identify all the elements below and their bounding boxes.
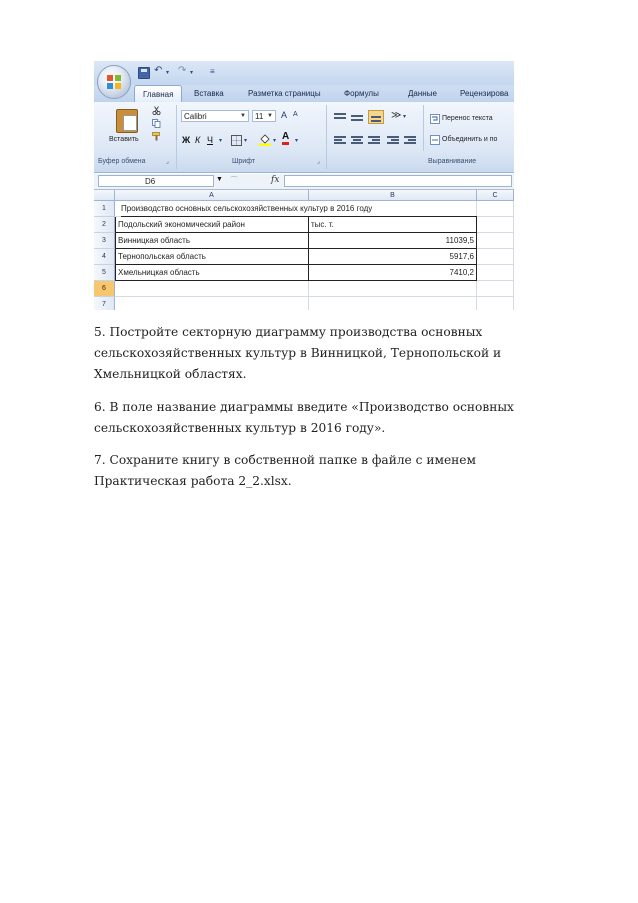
- cut-icon[interactable]: [152, 106, 161, 115]
- chevron-down-icon[interactable]: ▾: [295, 138, 299, 144]
- cell-b6[interactable]: [309, 281, 477, 297]
- font-size-value: 11: [255, 112, 264, 121]
- font-color-icon[interactable]: A: [282, 132, 289, 145]
- formula-bar: [94, 174, 514, 190]
- paste-button-label[interactable]: Вставить: [109, 136, 139, 143]
- office-logo-icon: [106, 74, 122, 90]
- decrease-indent-icon[interactable]: [387, 136, 399, 146]
- step-6-line-2: сельскохозяйственных культур в 2016 году».: [94, 421, 386, 435]
- customize-toolbar-icon[interactable]: ≡: [210, 67, 215, 76]
- align-center-icon[interactable]: [351, 136, 363, 146]
- cell-c5[interactable]: [477, 265, 514, 281]
- step-7-line-1: 7. Сохраните книгу в собственной папке в файле с именем: [94, 453, 476, 467]
- increase-indent-icon[interactable]: [404, 136, 416, 146]
- merge-center-icon[interactable]: [430, 135, 440, 145]
- cell-c3[interactable]: [477, 233, 514, 249]
- redo-icon[interactable]: ↷: [178, 65, 187, 76]
- insert-function-button[interactable]: fx: [271, 175, 280, 185]
- row-header[interactable]: 4: [94, 249, 115, 265]
- shrink-font-icon[interactable]: A: [293, 111, 298, 118]
- chevron-down-icon: ▼: [267, 113, 273, 119]
- column-header-a[interactable]: A: [115, 190, 309, 201]
- font-name-value: Calibri: [184, 112, 207, 121]
- row-header[interactable]: 2: [94, 217, 115, 233]
- name-box[interactable]: [98, 175, 214, 187]
- step-5-line-1: 5. Постройте секторную диаграмму производства основных: [94, 325, 483, 339]
- tab-home[interactable]: Главная: [134, 85, 182, 102]
- cell-a3[interactable]: Винницкая область: [115, 233, 309, 249]
- tab-page-layout[interactable]: Разметка страницы: [248, 89, 321, 98]
- orientation-icon[interactable]: ≫: [391, 110, 402, 121]
- cell-a7[interactable]: [115, 297, 309, 310]
- chevron-down-icon[interactable]: ▾: [219, 138, 223, 144]
- row-header[interactable]: 3: [94, 233, 115, 249]
- cell-a2[interactable]: Подольский экономический район: [115, 217, 309, 233]
- cell-c4[interactable]: [477, 249, 514, 265]
- tab-formulas[interactable]: Формулы: [344, 89, 379, 98]
- save-icon[interactable]: [138, 67, 150, 79]
- paste-icon[interactable]: [116, 109, 138, 133]
- wrap-text-button[interactable]: Перенос текста: [442, 115, 493, 122]
- dialog-launcher-icon[interactable]: ⌟: [317, 159, 320, 165]
- group-label-font: Шрифт: [232, 158, 256, 165]
- cell-b5[interactable]: 7410,2: [309, 265, 477, 281]
- group-label-alignment: Выравнивание: [428, 158, 477, 165]
- chevron-down-icon[interactable]: ▾: [244, 138, 248, 144]
- chevron-down-icon[interactable]: ▾: [190, 70, 194, 76]
- ribbon: [94, 102, 514, 173]
- cell-c2[interactable]: [477, 217, 514, 233]
- dialog-launcher-icon[interactable]: ⌟: [166, 159, 169, 165]
- cell-b2[interactable]: тыс. т.: [309, 217, 477, 233]
- quick-access-toolbar: [94, 61, 514, 85]
- borders-icon[interactable]: [231, 135, 242, 146]
- font-name-select[interactable]: [181, 110, 249, 122]
- tab-insert[interactable]: Вставка: [194, 89, 224, 98]
- merge-center-button[interactable]: Объединить и по: [442, 136, 498, 143]
- cell-b7[interactable]: [309, 297, 477, 310]
- formula-bar-handle-icon: ⌒: [230, 176, 238, 185]
- name-box-value: D6: [145, 177, 156, 186]
- align-bottom-icon[interactable]: [368, 110, 384, 124]
- step-7-line-2: Практическая работа 2_2.xlsx.: [94, 474, 292, 488]
- font-size-select[interactable]: [252, 110, 276, 122]
- cell-a5[interactable]: Хмельницкая область: [115, 265, 309, 281]
- cell-c6[interactable]: [477, 281, 514, 297]
- wrap-text-icon[interactable]: [430, 114, 440, 124]
- align-left-icon[interactable]: [334, 136, 346, 146]
- group-label-clipboard: Буфер обмена: [98, 158, 146, 165]
- copy-icon[interactable]: [152, 119, 161, 128]
- align-top-icon[interactable]: [334, 112, 346, 124]
- grow-font-icon[interactable]: A: [281, 110, 288, 120]
- step-5-line-3: Хмельницкой областях.: [94, 367, 247, 381]
- row-header[interactable]: 6: [94, 281, 115, 297]
- excel-screenshot: [94, 61, 514, 310]
- cell-b3[interactable]: 11039,5: [309, 233, 477, 249]
- step-6-line-1: 6. В поле название диаграммы введите «Производство основных: [94, 400, 514, 414]
- cell-c1[interactable]: [477, 201, 514, 217]
- ribbon-tabs: [94, 85, 514, 103]
- italic-button[interactable]: К: [195, 135, 201, 145]
- divider: [176, 105, 177, 169]
- cell-a6[interactable]: [115, 281, 309, 297]
- chevron-down-icon[interactable]: ▾: [166, 70, 170, 76]
- table-title: Производство основных сельскохозяйственных культур в 2016 году: [121, 201, 477, 217]
- cell-b4[interactable]: 5917,6: [309, 249, 477, 265]
- divider: [423, 105, 424, 151]
- format-painter-icon[interactable]: [152, 132, 161, 141]
- chevron-down-icon[interactable]: ▼: [216, 176, 223, 183]
- align-right-icon[interactable]: [368, 136, 380, 146]
- undo-icon[interactable]: ↶: [154, 65, 163, 76]
- tab-data[interactable]: Данные: [408, 89, 437, 98]
- underline-button[interactable]: Ч: [207, 135, 213, 145]
- column-header-b[interactable]: B: [309, 190, 477, 201]
- step-5-line-2: сельскохозяйственных культур в Винницкой, Тернопольской и: [94, 346, 502, 360]
- chevron-down-icon: ▼: [240, 113, 246, 119]
- row-header[interactable]: 5: [94, 265, 115, 281]
- select-all-corner[interactable]: [94, 190, 115, 201]
- bold-button[interactable]: Ж: [182, 135, 191, 145]
- tab-review[interactable]: Рецензирова: [460, 89, 509, 98]
- cell-a4[interactable]: Тернопольская область: [115, 249, 309, 265]
- cell-c7[interactable]: [477, 297, 514, 310]
- chevron-down-icon[interactable]: ▾: [273, 138, 277, 144]
- chevron-down-icon[interactable]: ▾: [403, 114, 407, 120]
- divider: [326, 105, 327, 169]
- column-header-c[interactable]: C: [477, 190, 514, 201]
- align-middle-icon[interactable]: [351, 112, 363, 124]
- office-button[interactable]: [97, 65, 131, 99]
- row-header[interactable]: 1: [94, 201, 115, 217]
- row-header[interactable]: 7: [94, 297, 115, 310]
- fill-color-icon[interactable]: [259, 133, 271, 146]
- formula-input[interactable]: [284, 175, 512, 187]
